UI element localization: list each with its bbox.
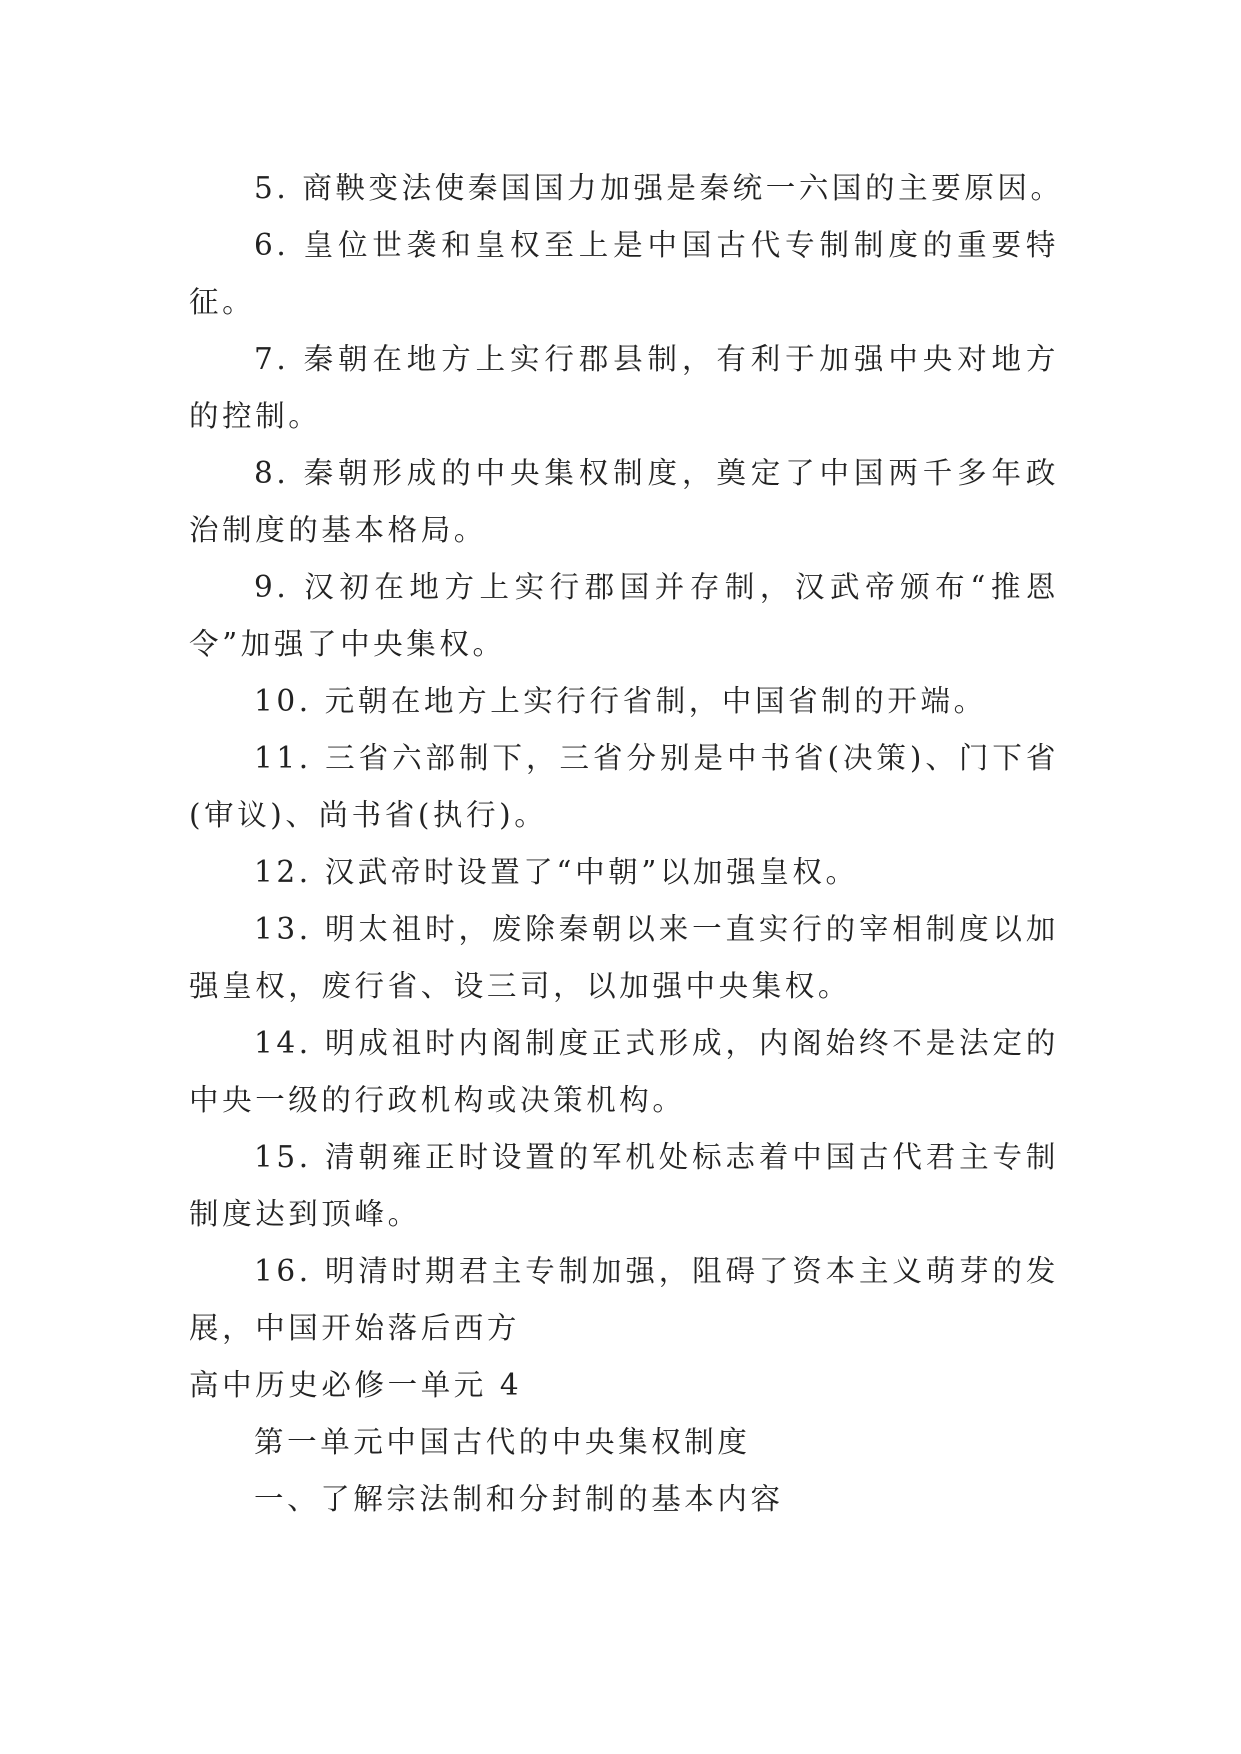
paragraph-item-10: 10. 元朝在地方上实行行省制，中国省制的开端。	[254, 684, 987, 718]
paragraph-item-16: 16. 明清时期君主专制加强，阻碍了资本主义萌芽的发展，中国开始落后西方	[189, 1254, 1059, 1345]
paragraph-item-15: 15. 清朝雍正时设置的军机处标志着中国古代君主专制制度达到顶峰。	[189, 1140, 1059, 1231]
unit-title: 第一单元中国古代的中央集权制度	[254, 1425, 751, 1459]
paragraph-item-6: 6. 皇位世袭和皇权至上是中国古代专制制度的重要特征。	[189, 228, 1059, 319]
paragraph-item-9: 9. 汉初在地方上实行郡国并存制，汉武帝颁布“推恩令”加强了中央集权。	[189, 570, 1059, 661]
paragraph-item-11: 11. 三省六部制下，三省分别是中书省(决策)、门下省(审议)、尚书省(执行)。	[189, 741, 1059, 832]
document-body	[189, 160, 1064, 1528]
paragraph-item-5: 5. 商鞅变法使秦国国力加强是秦统一六国的主要原因。	[254, 171, 1064, 205]
paragraph-item-8: 8. 秦朝形成的中央集权制度，奠定了中国两千多年政治制度的基本格局。	[189, 456, 1059, 547]
paragraph-item-7: 7. 秦朝在地方上实行郡县制，有利于加强中央对地方的控制。	[189, 342, 1059, 433]
paragraph-item-13: 13. 明太祖时，废除秦朝以来一直实行的宰相制度以加强皇权，废行省、设三司，以加强中央集权。	[189, 912, 1059, 1003]
paragraph-item-12: 12. 汉武帝时设置了“中朝”以加强皇权。	[254, 855, 859, 889]
section-heading: 高中历史必修一单元 4	[189, 1368, 523, 1402]
subsection-title: 一、了解宗法制和分封制的基本内容	[254, 1482, 784, 1516]
paragraph-item-14: 14. 明成祖时内阁制度正式形成，内阁始终不是法定的中央一级的行政机构或决策机构。	[189, 1026, 1059, 1117]
